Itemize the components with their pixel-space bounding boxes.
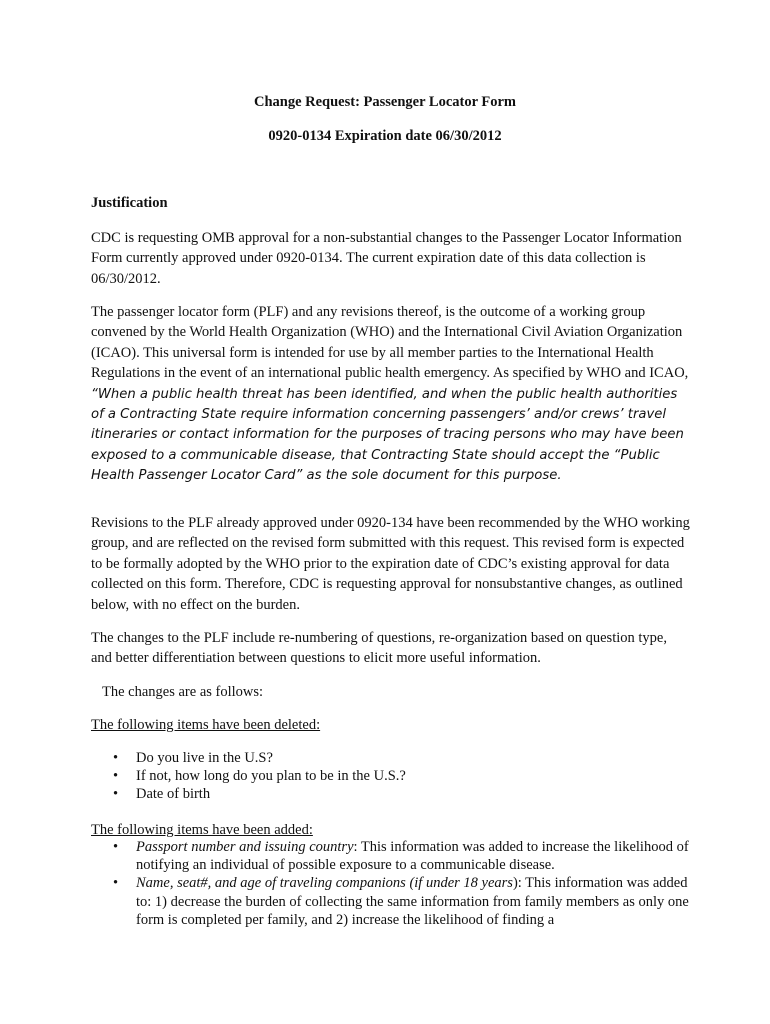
paragraph-omb-request: CDC is requesting OMB approval for a non-substantial changes to the Passenger Locator Information Form currently approved under 0920-0134. The current expiration date of this data collection is 06/30/2012. [91,230,682,287]
added-items-heading: The following items have been added: [91,822,313,838]
list-item: • Do you live in the U.S? [91,749,691,767]
added-item-text: : This information was added to increase the likelihood of notifying an individual of possible exposure to a communicable disease. [136,839,689,874]
list-item [91,838,691,874]
list-item [91,874,691,929]
section-heading-justification: Justification [91,195,168,211]
deleted-items-list [91,749,691,804]
added-item-label: Passport number and issuing country [136,839,354,855]
document-title: Change Request: Passenger Locator Form [253,94,517,110]
added-item-text: ): This information was added to: 1) decrease the burden of collecting the same information from family members as only one form is completed per family, and 2) increase the likelihood of finding a [136,875,689,928]
paragraph-changes-summary: The changes to the PLF include re-numbering of questions, re-organization based on question type, and better differentiation between questions to elicit more useful information. [91,630,667,667]
paragraph-revisions: Revisions to the PLF already approved under 0920-134 have been recommended by the WHO working group, and are reflected on the revised form submitted with this request. This revised form is expected to be formally adopted by the WHO prior to the expiration date of CDC’s existing approval for data collected on this form. Therefore, CDC is requesting approval for nonsubstantive changes, as outlined below, with no effect on the burden. [91,515,690,613]
added-items-list [91,838,691,929]
paragraph-plf-intro: The passenger locator form (PLF) and any revisions thereof, is the outcome of a working group convened by the World Health Organization (WHO) and the International Civil Aviation Organization (ICAO). This universal form is intended for use by all member parties to the International Health Regulations in the event of an international public health emergency. As specified by WHO and ICAO, [91,304,689,382]
list-item: • If not, how long do you plan to be in the U.S.? [91,767,691,785]
paragraph-changes-intro: The changes are as follows: [102,684,264,700]
who-icao-quote: “When a public health threat has been identified, and when the public health authorities of a Contracting State require information concerning passengers’ and/or crews’ travel itineraries or contact information for the purposes of tracing persons who may have been exposed to a communicable disease, that Contracting State should accept the “Public Health Passenger Locator Card” as the sole document for this purpose. [91,386,684,484]
list-item: • Date of birth [91,785,691,803]
added-item-label: Name, seat#, and age of traveling companions (if under 18 years [136,875,513,892]
deleted-items-heading: The following items have been deleted: [91,717,321,733]
paragraph-plf-background [91,302,691,486]
document-subtitle: 0920-0134 Expiration date 06/30/2012 [268,128,502,144]
